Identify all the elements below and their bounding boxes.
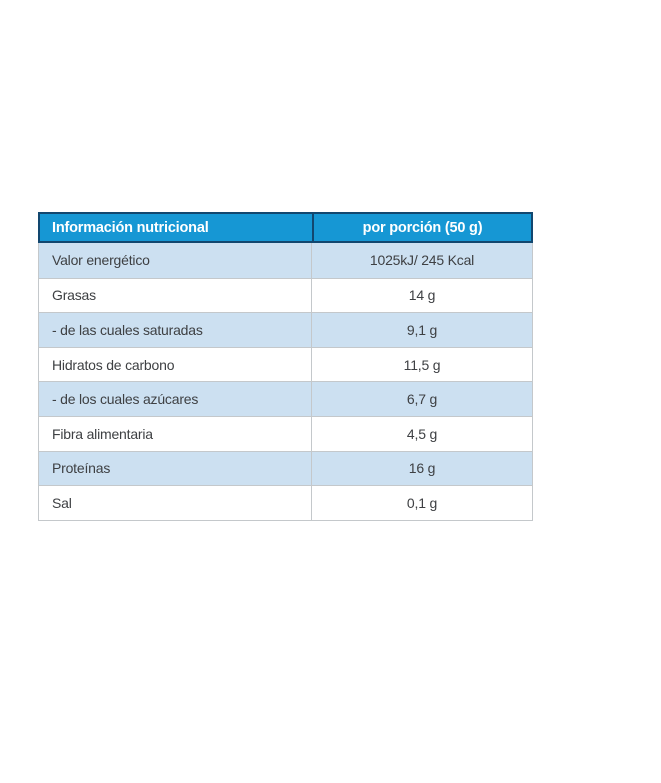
row-label: Sal <box>39 486 312 520</box>
table-header-info: Información nutricional <box>40 214 314 241</box>
table-header-row <box>38 212 533 243</box>
nutrition-table <box>38 212 533 521</box>
table-row <box>39 451 532 486</box>
table-row <box>39 243 532 278</box>
row-label: - de las cuales saturadas <box>39 313 312 347</box>
row-value: 16 g <box>408 460 436 477</box>
row-label: Hidratos de carbono <box>39 348 312 382</box>
row-label: Grasas <box>39 279 312 313</box>
table-row <box>39 416 532 451</box>
row-value: 4,5 g <box>406 425 438 442</box>
row-label: Fibra alimentaria <box>39 417 312 451</box>
table-row <box>39 381 532 416</box>
table-header-portion: por porción (50 g) <box>362 219 483 236</box>
table-row <box>39 485 532 520</box>
row-label: Proteínas <box>39 452 312 486</box>
table-body <box>38 243 533 521</box>
row-value: 11,5 g <box>403 356 441 373</box>
row-value: 14 g <box>408 287 436 304</box>
table-row <box>39 312 532 347</box>
table-row <box>39 347 532 382</box>
row-value: 6,7 g <box>406 391 438 408</box>
row-value: 0,1 g <box>406 494 438 511</box>
row-value: 1025kJ/ 245 Kcal <box>369 252 475 269</box>
table-row <box>39 278 532 313</box>
row-label: Valor energético <box>39 243 312 278</box>
row-value: 9,1 g <box>406 321 438 338</box>
row-label: - de los cuales azúcares <box>39 382 312 416</box>
